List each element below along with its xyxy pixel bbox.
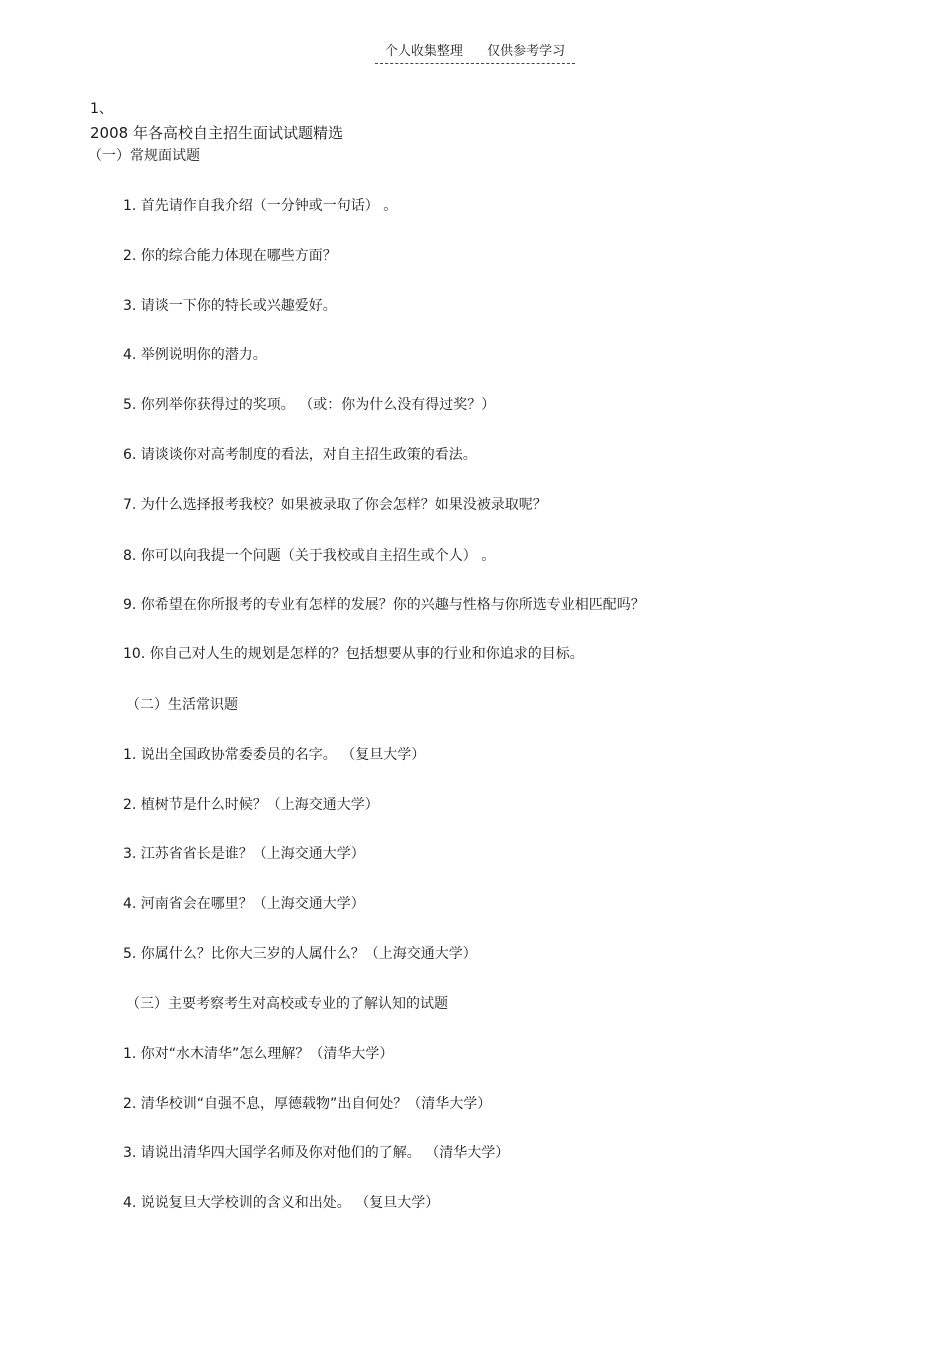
question-item: 2. 植树节是什么时候？（上海交通大学） bbox=[123, 797, 379, 813]
question-item: 5. 你属什么？比你大三岁的人属什么？（上海交通大学） bbox=[123, 946, 477, 962]
section-heading-3: （三）主要考察考生对高校或专业的了解认知的试题 bbox=[126, 996, 448, 1012]
question-item: 7. 为什么选择报考我校？如果被录取了你会怎样？如果没被录取呢？ bbox=[123, 497, 547, 513]
page-header bbox=[0, 40, 950, 64]
question-item: 1. 说出全国政协常委委员的名字。 （复旦大学） bbox=[123, 747, 426, 763]
question-item: 4. 举例说明你的潜力。 bbox=[123, 347, 267, 363]
question-item: 1. 你对“水木清华”怎么理解？（清华大学） bbox=[123, 1046, 394, 1062]
question-item: 2. 你的综合能力体现在哪些方面？ bbox=[123, 248, 337, 264]
question-item: 3. 请说出清华四大国学名师及你对他们的了解。 （清华大学） bbox=[123, 1145, 510, 1161]
question-item: 9. 你希望在你所报考的专业有怎样的发展？你的兴趣与性格与你所选专业相匹配吗？ bbox=[123, 597, 645, 613]
question-item: 4. 河南省会在哪里？（上海交通大学） bbox=[123, 896, 365, 912]
question-item: 2. 清华校训“自强不息，厚德载物”出自何处？（清华大学） bbox=[123, 1096, 492, 1112]
question-item: 10. 你自己对人生的规划是怎样的？包括想要从事的行业和你追求的目标。 bbox=[123, 646, 584, 662]
question-item: 1. 首先请作自我介绍（一分钟或一句话） 。 bbox=[123, 198, 398, 214]
section-heading-1: （一）常规面试题 bbox=[88, 148, 200, 164]
header-left-text: 个人收集整理 bbox=[384, 44, 463, 59]
document-title: 2008 年各高校自主招生面试试题精选 bbox=[90, 124, 343, 142]
question-item: 4. 说说复旦大学校训的含义和出处。 （复旦大学） bbox=[123, 1195, 440, 1211]
question-item: 8. 你可以向我提一个问题（关于我校或自主招生或个人） 。 bbox=[123, 548, 496, 564]
question-item: 3. 请谈一下你的特长或兴趣爱好。 bbox=[123, 298, 337, 314]
question-item: 5. 你列举你获得过的奖项。 （或：你为什么没有得过奖？） bbox=[123, 397, 496, 413]
section-heading-2: （二）生活常识题 bbox=[126, 697, 238, 713]
item-number: 1、 bbox=[90, 101, 113, 117]
header-right-text: 仅供参考学习 bbox=[487, 44, 566, 59]
question-item: 6. 请谈谈你对高考制度的看法，对自主招生政策的看法。 bbox=[123, 447, 477, 463]
question-item: 3. 江苏省省长是谁？（上海交通大学） bbox=[123, 846, 365, 862]
header-underline bbox=[375, 40, 575, 64]
